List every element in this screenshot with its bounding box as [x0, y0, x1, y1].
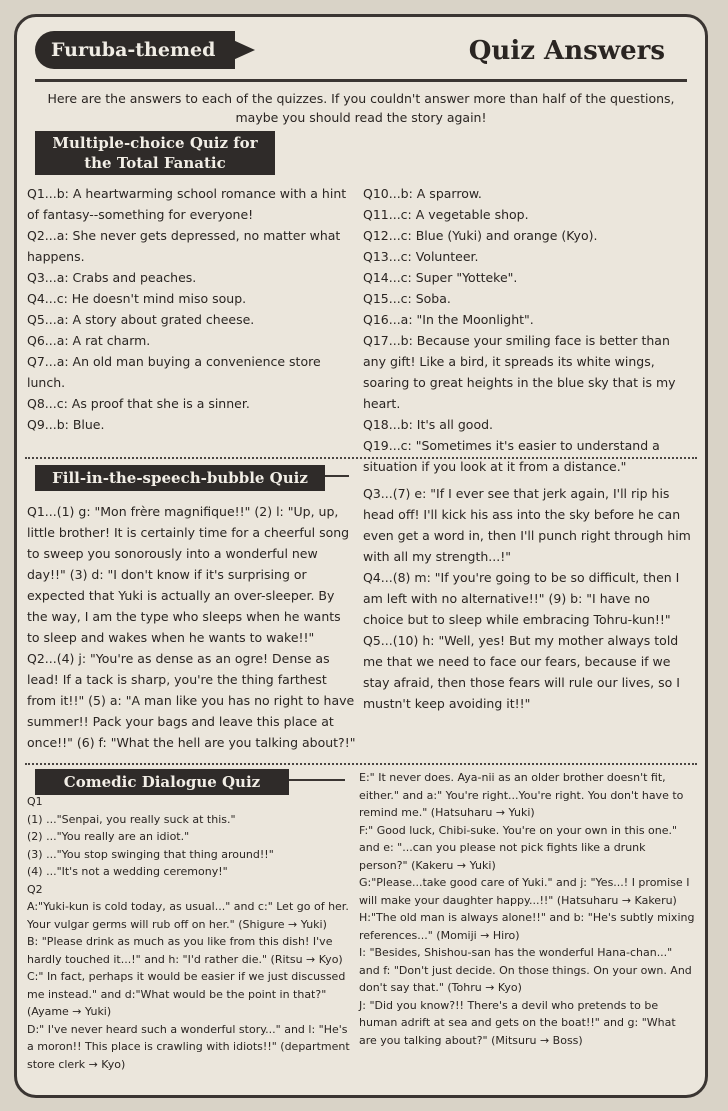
section-heading-rule: [289, 779, 345, 781]
answer-item: D:" I've never heard such a wonderful story..." and l: "He's a moron!! This place is crawling with idiots!!" (department store clerk → Kyo): [27, 1022, 350, 1071]
answer-item: B: "Please drink as much as you like from this dish! I've hardly touched it...!" and h: "I'd rather die." (Ritsu → Kyo): [27, 935, 343, 966]
answer-item: F:" Good luck, Chibi-suke. You're on your own in this one." and e: "...can you please not pick fights like a drunk person?" (Kakeru → Yuki): [359, 823, 678, 872]
section-divider: [25, 457, 697, 459]
answer-item: Q5...(10) h: "Well, yes! But my mother always told me that we need to face our fears, because if we stay afraid, then those fears will rule our lives, so I mustn't keep avoiding it!!": [363, 633, 680, 711]
section-multiple-choice-title-line1: Multiple-choice Quiz for: [52, 134, 258, 152]
section2-right-column: [363, 483, 693, 714]
answer-item: Q17...b: Because your smiling face is better than any gift! Like a bird, it spreads its white wings, soaring to great heights in the blue sky that is my heart.: [363, 333, 676, 411]
intro-text: Here are the answers to each of the quizzes. If you couldn't answer more than half of the questions, maybe you should read the story again!: [47, 91, 675, 125]
answer-item: A:"Yuki-kun is cold today, as usual..." and c:" Let go of her. Your vulgar germs will rub off on her." (Shigure → Yuki): [27, 900, 349, 931]
answer-item: I: "Besides, Shishou-san has the wonderful Hana-chan..." and f: "Don't just decide. On those things. On your own. And don't say that." (Tohru → Kyo): [359, 946, 692, 994]
section1-left-column: [27, 183, 357, 435]
section-divider: [25, 763, 697, 765]
section-heading-rule: [325, 475, 349, 477]
header-tag: Furuba-themed: [35, 31, 235, 69]
answer-item: Q1: [27, 795, 43, 808]
answer-item: Q6...a: A rat charm.: [27, 333, 151, 348]
answer-item: Q7...a: An old man buying a convenience store lunch.: [27, 354, 321, 390]
answer-item: Q8...c: As proof that she is a sinner.: [27, 396, 250, 411]
answer-item: Q16...a: "In the Moonlight".: [363, 312, 534, 327]
answer-item: (3) ..."You stop swinging that thing around!!": [27, 847, 274, 861]
answer-item: Q1...b: A heartwarming school romance with a hint of fantasy--something for everyone!: [27, 186, 347, 222]
section1-right-column: [363, 183, 693, 477]
answer-item: (2) ..."You really are an idiot.": [27, 830, 190, 843]
answer-item: C:" In fact, perhaps it would be easier if we just discussed me instead." and d:"What would be the point in that?" (Ayame → Yuki): [27, 970, 346, 1018]
answer-item: J: "Did you know?!! There's a devil who pretends to be human adrift at sea and gets on the boat!!" and g: "What are you talking about?" (Mitsuru → Boss): [359, 998, 676, 1047]
header-divider: [35, 79, 687, 82]
answer-item: Q3...a: Crabs and peaches.: [27, 270, 197, 285]
section-multiple-choice-title-line2: the Total Fanatic: [84, 154, 226, 172]
answer-item: (1) ..."Senpai, you really suck at this.": [27, 812, 236, 826]
answer-item: E:" It never does. Aya-nii as an older brother doesn't fit, either." and a:" You're right...You're right. You don't have to remind me." (Hatsuharu → Yuki): [359, 771, 684, 819]
answer-item: Q1...(1) g: "Mon frère magnifique!!" (2) l: "Up, up, little brother! It is certainly time for a cheerful song to sweep you sonorously into a wonderful new day!!" (3) d: "I don't know if it's surprising or expected that Yuki is actually an over-sleeper. By the way, I am the type who sleeps when he wants to sleep and wakes when he wants to wake!!": [27, 504, 350, 645]
page-title: Quiz Answers: [468, 36, 665, 66]
answer-item: Q12...c: Blue (Yuki) and orange (Kyo).: [363, 228, 598, 243]
answer-item: Q2...(4) j: "You're as dense as an ogre! Dense as lead! If a tack is sharp, you're the thing farthest from it!!" (5) a: "A man like you has no right to have summer!! Pack your bags and leave this place at once!!" (6) f: "What the hell are you talking about?!": [27, 651, 356, 750]
section-comedic-dialogue-heading: Comedic Dialogue Quiz: [35, 769, 289, 795]
answer-item: Q13...c: Volunteer.: [363, 249, 479, 264]
answer-item: Q2...a: She never gets depressed, no matter what happens.: [27, 228, 341, 264]
answer-item: Q14...c: Super "Yotteke".: [363, 270, 518, 285]
section-multiple-choice-heading: [35, 131, 275, 175]
answer-item: Q4...(8) m: "If you're going to be so difficult, then I am left with no alternative!!" (9) b: "I have no choice but to sleep while embracing Tohru-kun!!": [363, 570, 680, 627]
answer-item: Q5...a: A story about grated cheese.: [27, 312, 255, 327]
answer-item: Q18...b: It's all good.: [363, 417, 494, 432]
answer-item: H:"The old man is always alone!!" and b: "He's subtly mixing references..." (Momiji → Hiro): [359, 911, 695, 942]
section-speech-bubble-heading: Fill-in-the-speech-bubble Quiz: [35, 465, 325, 491]
answer-item: (4) ..."It's not a wedding ceremony!": [27, 865, 228, 878]
answer-item: Q19...c: "Sometimes it's easier to understand a situation if you look at it from a distance.": [363, 438, 660, 474]
section3-right-column: [359, 769, 695, 1049]
answer-item: Q2: [27, 882, 43, 896]
answer-item: G:"Please...take good care of Yuki." and j: "Yes...! I promise I will make your daughter happy...!!" (Hatsuharu → Kakeru): [359, 876, 690, 907]
answer-item: Q9...b: Blue.: [27, 417, 105, 432]
answer-item: Q3...(7) e: "If I ever see that jerk again, I'll rip his head off! I'll kick his ass into the sky before he can even get a word in, then I'll punch right through him with all my strength...!": [363, 486, 691, 564]
answer-item: Q15...c: Soba.: [363, 291, 451, 306]
section2-left-column: [27, 501, 357, 753]
section3-left-column: [27, 793, 357, 1073]
answer-item: Q11...c: A vegetable shop.: [363, 207, 529, 222]
answer-item: Q4...c: He doesn't mind miso soup.: [27, 291, 247, 306]
answer-item: Q10...b: A sparrow.: [363, 186, 482, 201]
quiz-answers-page: [14, 14, 708, 1098]
